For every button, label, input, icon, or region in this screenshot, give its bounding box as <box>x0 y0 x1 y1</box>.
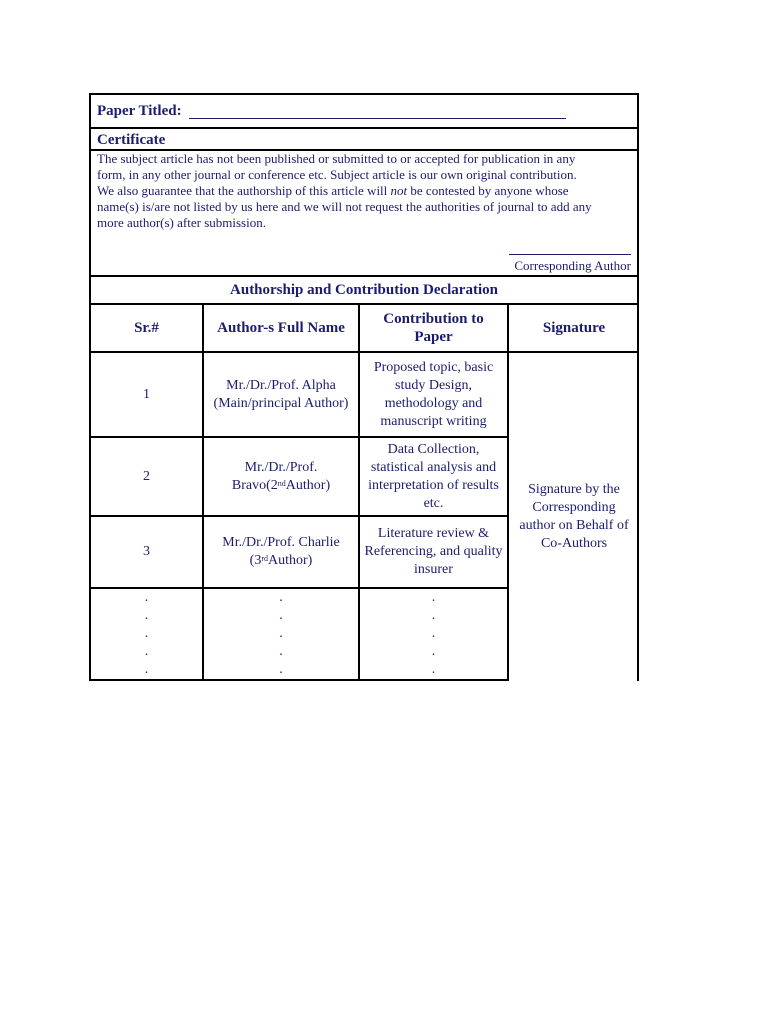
certificate-heading: Certificate <box>97 131 166 148</box>
column-header-signature: Signature <box>508 305 639 352</box>
certificate-line-3: We also guarantee that the authorship of this article will not be contested by anyone whose <box>97 183 569 198</box>
table-row <box>91 352 639 437</box>
corresponding-author-label: Corresponding Author <box>514 258 631 273</box>
continuation-dots-contribution: . . . . . <box>359 588 508 680</box>
contribution-cell: Proposed topic, basic study Design, methodology and manuscript writing <box>359 352 508 437</box>
paper-title-row <box>91 95 637 129</box>
author-name-cell: Mr./Dr./Prof. Charlie (3rdAuthor) <box>203 516 359 588</box>
author-name-cell: Mr./Dr./Prof. Alpha (Main/principal Author) <box>203 352 359 437</box>
authorship-table <box>91 305 639 681</box>
contribution-cell: Data Collection, statistical analysis and interpretation of results etc. <box>359 437 508 516</box>
sr-cell: 1 <box>91 352 203 437</box>
column-header-author-name: Author-s Full Name <box>203 305 359 352</box>
certificate-line-4: name(s) is/are not listed by us here and we will not request the authorities of journal to add any <box>97 199 592 214</box>
signature-note: Signature by the Corresponding author on Behalf of Co-Authors <box>519 481 629 551</box>
table-header-row <box>91 305 639 352</box>
sr-cell: 2 <box>91 437 203 516</box>
column-header-contribution: Contribution to Paper <box>359 305 508 352</box>
certificate-body <box>91 151 637 277</box>
continuation-dots-name: . . . . . <box>203 588 359 680</box>
certificate-line-2: form, in any other journal or conference etc. Subject article is our own original contribution. <box>97 167 577 182</box>
column-header-sr: Sr.# <box>91 305 203 352</box>
author-name-cell: Mr./Dr./Prof. Bravo(2ndAuthor) <box>203 437 359 516</box>
signature-cell[interactable] <box>508 352 639 680</box>
contribution-cell: Literature review & Referencing, and quality insurer <box>359 516 508 588</box>
sr-cell: 3 <box>91 516 203 588</box>
continuation-dots-sr: . . . . . <box>91 588 203 680</box>
declaration-form <box>89 93 639 681</box>
paper-title-label: Paper Titled: <box>97 102 186 119</box>
declaration-heading: Authorship and Contribution Declaration <box>91 277 637 305</box>
paper-title-blank-line[interactable] <box>189 104 566 119</box>
certificate-line-1: The subject article has not been published or submitted to or accepted for publication in any <box>97 151 576 166</box>
corresponding-author-signature-line[interactable] <box>509 254 631 255</box>
emphasis-not: not <box>390 183 408 198</box>
certificate-line-5: more author(s) after submission. <box>97 215 266 230</box>
